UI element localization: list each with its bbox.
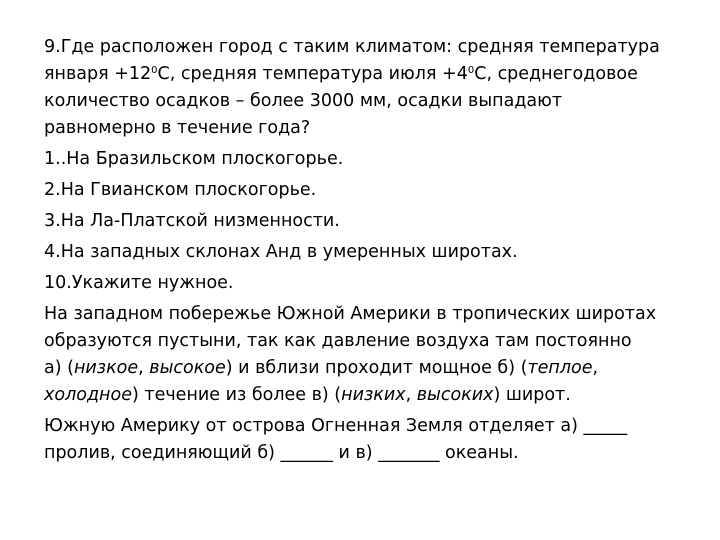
degree-superscript: 0 — [467, 65, 475, 76]
italic-option: низкое — [73, 358, 139, 378]
italic-option: высоких — [416, 385, 494, 405]
text-fragment: , — [405, 385, 417, 405]
degree-superscript: 0 — [151, 65, 158, 76]
paragraph-1-line-4 — [44, 382, 694, 409]
paragraph-2-line-1: Южную Америку от острова Огненная Земля отделяет а) _____ — [44, 416, 628, 436]
text-fragment: , — [138, 358, 150, 378]
text-fragment: а) ( — [44, 358, 74, 378]
text-fragment: С, средняя температура июля +4 — [157, 64, 468, 84]
question-9-line-2 — [44, 61, 694, 88]
italic-option: теплое — [527, 358, 593, 378]
question-9-line-1: 9.Где расположен город с таким климатом: средняя температура — [44, 37, 660, 57]
paragraph-strait — [44, 413, 694, 467]
paragraph-1-line-2: образуются пустыни, так как давление воздуха там постоянно — [44, 331, 632, 351]
question-9-line-3: количество осадков – более 3000 мм, осадки выпадают — [44, 91, 563, 111]
option-1: 1..На Бразильском плоскогорье. — [44, 149, 344, 169]
paragraph-1-line-3 — [44, 355, 694, 382]
italic-option: холодное — [44, 385, 132, 405]
paragraph-pacific-coast — [44, 301, 694, 409]
text-fragment: ) течение из более в) ( — [131, 385, 342, 405]
slide-content — [44, 34, 694, 471]
text-fragment: С, среднегодовое — [474, 64, 638, 84]
text-fragment: ) широт. — [493, 385, 571, 405]
paragraph-1-line-1: На западном побережье Южной Америки в тропических широтах — [44, 304, 657, 324]
question-10-title: 10.Укажите нужное. — [44, 273, 234, 293]
option-2: 2.На Гвианском плоскогорье. — [44, 180, 317, 200]
text-fragment: ) и вблизи проходит мощное б) ( — [225, 358, 528, 378]
question-9 — [44, 34, 694, 142]
italic-option: высокое — [149, 358, 226, 378]
text-fragment: , — [592, 358, 599, 378]
italic-option: низких — [341, 385, 406, 405]
question-9-line-4: равномерно в течение года? — [44, 118, 311, 138]
text-fragment: января +12 — [44, 64, 152, 84]
paragraph-2-line-2: пролив, соединяющий б) ______ и в) _______ океаны. — [44, 443, 519, 463]
option-4: 4.На западных склонах Анд в умеренных широтах. — [44, 242, 518, 262]
option-3: 3.На Ла-Платской низменности. — [44, 211, 340, 231]
